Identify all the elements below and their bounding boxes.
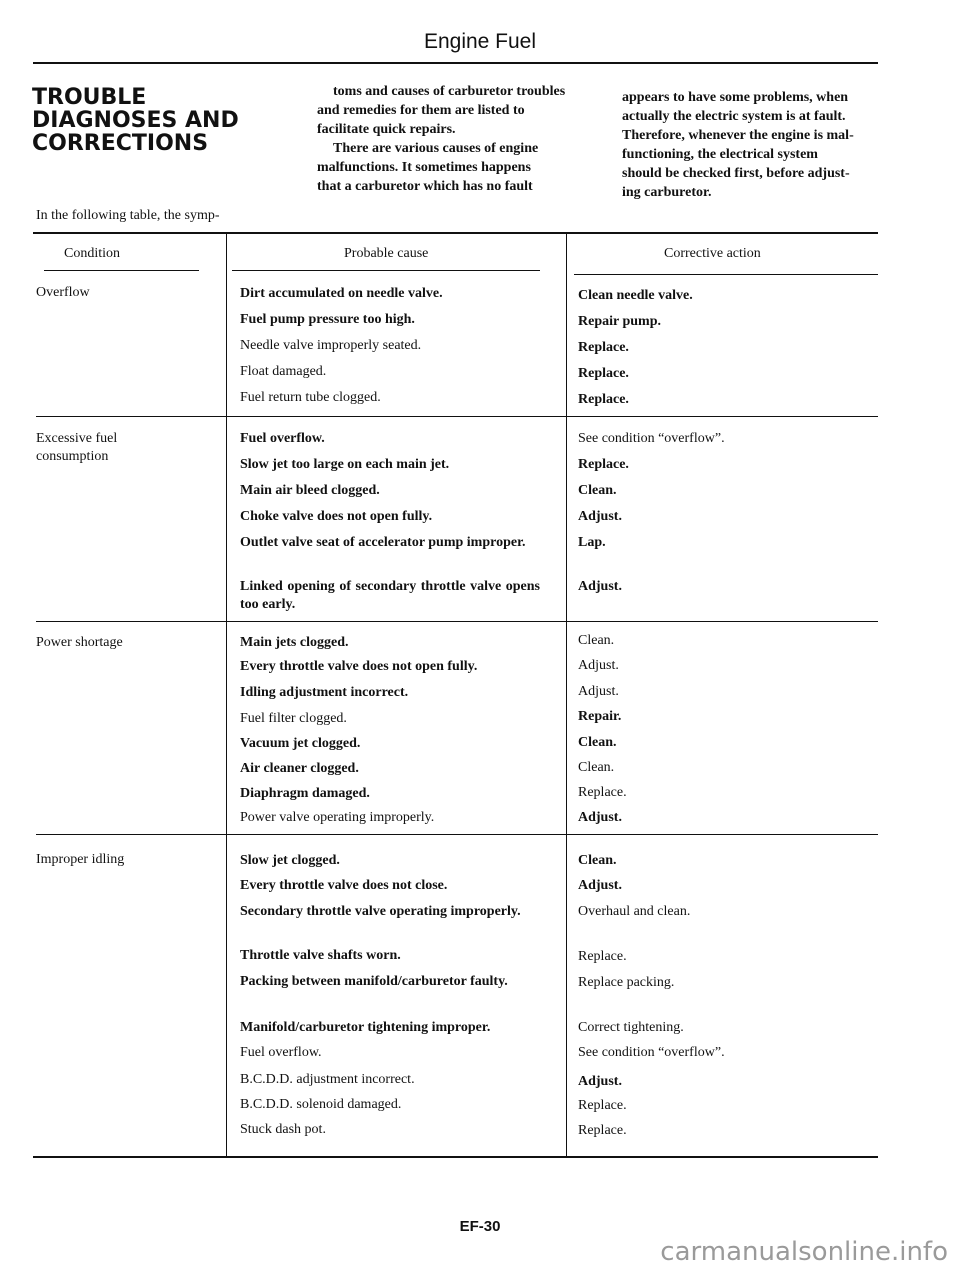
header-rule (33, 62, 878, 64)
group-separator (36, 834, 878, 835)
cause-item: Secondary throttle valve operating improperly. (240, 904, 521, 919)
intro-line: actually the electric system is at fault. (622, 109, 846, 124)
cause-item: Diaphragm damaged. (240, 786, 370, 801)
cause-item: Fuel return tube clogged. (240, 390, 381, 405)
action-item: Adjust. (578, 579, 622, 594)
watermark: carmanualsonline.info (660, 1237, 948, 1267)
action-item: Clean. (578, 760, 615, 775)
intro-column-2 (317, 82, 589, 196)
header-corrective-action: Corrective action (664, 246, 761, 261)
action-item: Replace. (578, 1123, 627, 1138)
intro-column-3 (622, 88, 884, 202)
section-title-line: DIAGNOSES AND (32, 108, 239, 133)
action-item: Lap. (578, 535, 606, 550)
cause-item: Linked opening of secondary throttle valve opens too early. (240, 579, 540, 612)
action-item: Replace. (578, 1098, 627, 1113)
cause-item: B.C.D.D. adjustment incorrect. (240, 1072, 415, 1087)
action-item: Adjust. (578, 810, 622, 825)
action-item: Replace. (578, 457, 629, 472)
action-item: Clean. (578, 853, 617, 868)
cause-item: Main air bleed clogged. (240, 483, 380, 498)
cause-item: Manifold/carburetor tightening improper. (240, 1020, 491, 1035)
header-condition: Condition (64, 246, 121, 261)
action-item: Clean. (578, 633, 615, 648)
condition-power-shortage: Power shortage (36, 635, 123, 650)
action-item: Replace. (578, 366, 629, 381)
cause-item: Slow jet too large on each main jet. (240, 457, 450, 472)
intro-column-1 (36, 206, 220, 225)
action-item: See condition “overflow”. (578, 431, 725, 446)
cause-item: Float damaged. (240, 364, 327, 379)
header-underline (44, 270, 199, 271)
action-item: Replace. (578, 785, 627, 800)
action-item: Adjust. (578, 658, 619, 673)
section-title (32, 86, 292, 155)
header-probable-cause: Probable cause (344, 246, 429, 261)
cause-item: Fuel pump pressure too high. (240, 312, 415, 327)
action-item: Adjust. (578, 684, 619, 699)
cause-item: Idling adjustment incorrect. (240, 685, 409, 700)
action-item: Replace. (578, 392, 629, 407)
cause-item: Stuck dash pot. (240, 1122, 326, 1137)
action-item: Repair. (578, 709, 622, 724)
cause-item: Outlet valve seat of accelerator pump improper. (240, 535, 526, 550)
table-bottom-rule (33, 1156, 878, 1158)
action-item: Adjust. (578, 509, 622, 524)
intro-line: facilitate quick repairs. (317, 122, 456, 137)
intro-line: toms and causes of carburetor troubles (333, 84, 566, 99)
cause-item: Choke valve does not open fully. (240, 509, 433, 524)
cause-item: Power valve operating improperly. (240, 810, 435, 825)
action-item: Correct tightening. (578, 1020, 684, 1035)
condition-overflow: Overflow (36, 285, 90, 300)
condition-improper-idling: Improper idling (36, 852, 125, 867)
intro-line: that a carburetor which has no fault (317, 179, 533, 194)
action-item: Replace packing. (578, 975, 675, 990)
condition-excessive-fuel: Excessive fuel consumption (36, 431, 118, 464)
group-separator (36, 416, 878, 417)
cause-item: Fuel filter clogged. (240, 711, 347, 726)
intro-line: and remedies for them are listed to (317, 103, 525, 118)
intro-line: appears to have some problems, when (622, 90, 849, 105)
cause-item: Every throttle valve does not open fully. (240, 659, 478, 674)
cause-item: Packing between manifold/carburetor faulty. (240, 974, 508, 989)
action-item: Adjust. (578, 878, 622, 893)
cause-item: Fuel overflow. (240, 1045, 322, 1060)
cause-item: Every throttle valve does not close. (240, 878, 448, 893)
header-underline (232, 270, 540, 271)
cause-item: Air cleaner clogged. (240, 761, 359, 776)
action-item: Clean. (578, 483, 617, 498)
action-item: Replace. (578, 340, 629, 355)
group-separator (36, 621, 878, 622)
action-item: Clean needle valve. (578, 288, 693, 303)
table-top-rule (33, 232, 878, 234)
section-title-line: CORRECTIONS (32, 131, 209, 156)
cause-item: Fuel overflow. (240, 431, 325, 446)
intro-line: malfunctions. It sometimes happens (317, 160, 531, 175)
intro-line: There are various causes of engine (333, 141, 539, 156)
header-underline (574, 274, 878, 275)
cause-item: Main jets clogged. (240, 635, 349, 650)
intro-line: In the following table, the symp- (36, 208, 220, 223)
intro-line: ing carburetor. (622, 185, 712, 200)
action-item: Overhaul and clean. (578, 904, 691, 919)
column-divider (566, 232, 567, 1156)
intro-line: should be checked first, before adjust- (622, 166, 850, 181)
cause-item: Needle valve improperly seated. (240, 338, 422, 353)
intro-line: functioning, the electrical system (622, 147, 818, 162)
action-item: Repair pump. (578, 314, 661, 329)
action-item: Replace. (578, 949, 627, 964)
page-number: EF-30 (459, 1218, 501, 1235)
action-item: Adjust. (578, 1074, 622, 1089)
action-item: Clean. (578, 735, 617, 750)
action-item: See condition “overflow”. (578, 1045, 725, 1060)
intro-line: Therefore, whenever the engine is mal- (622, 128, 854, 143)
cause-item: Dirt accumulated on needle valve. (240, 286, 443, 301)
section-title-line: TROUBLE (32, 85, 147, 110)
cause-item: Vacuum jet clogged. (240, 736, 361, 751)
cause-item: Throttle valve shafts worn. (240, 948, 401, 963)
column-divider (226, 232, 227, 1156)
cause-item: B.C.D.D. solenoid damaged. (240, 1097, 402, 1112)
cause-item: Slow jet clogged. (240, 853, 340, 868)
page-header-title: Engine Fuel (423, 30, 537, 53)
